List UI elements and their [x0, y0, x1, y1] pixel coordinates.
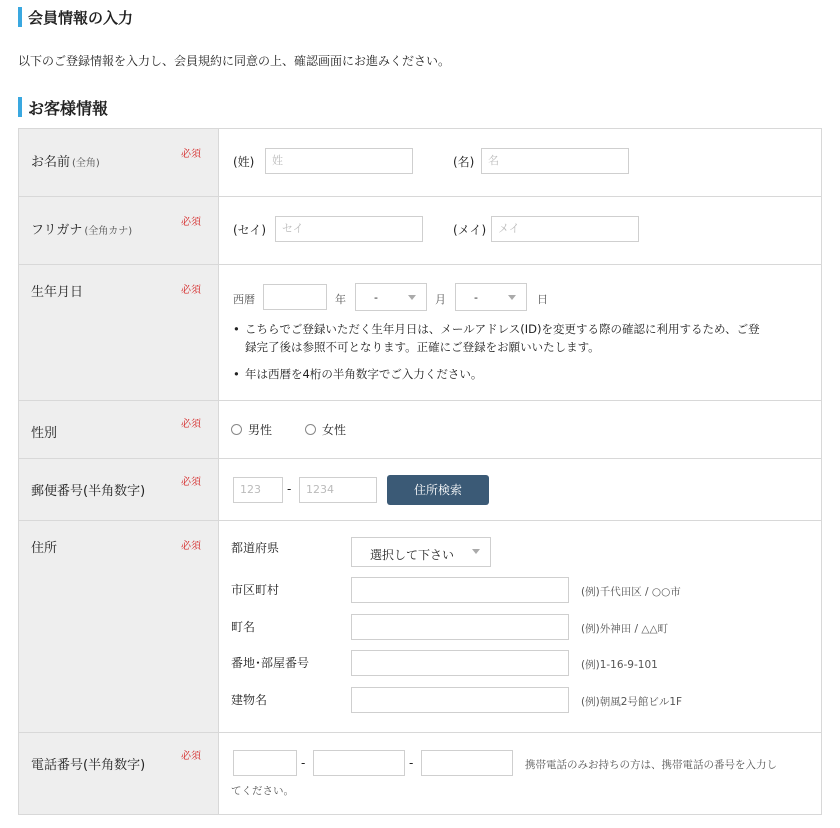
phone-2-input[interactable] — [313, 750, 405, 776]
value-cell — [219, 521, 821, 732]
birth-day-value: - — [474, 291, 478, 304]
value-cell — [219, 401, 821, 458]
phone-label: 電話番号(半角数字) — [31, 758, 146, 773]
era-label: 西暦 — [233, 293, 255, 306]
name-note: (全角) — [72, 158, 100, 169]
postal-separator: - — [287, 482, 292, 496]
mei-label: (名) — [453, 155, 475, 169]
birth-month-value: - — [374, 291, 378, 304]
address-label: 住所 — [31, 541, 58, 556]
customer-form — [18, 128, 822, 815]
month-unit: 月 — [435, 293, 446, 306]
customer-info-title-text: お客様情報 — [28, 98, 109, 118]
postal-code-2-input[interactable]: 1234 — [299, 477, 377, 503]
prefecture-value: 選択して下さい — [370, 548, 455, 562]
row-birthdate — [18, 265, 822, 401]
required-badge: 必須 — [181, 217, 201, 228]
town-example: (例)外神田 / △△町 — [581, 623, 669, 635]
city-label: 市区町村 — [231, 583, 280, 597]
title-accent-bar — [18, 7, 22, 27]
mei-kana-label: (メイ) — [453, 223, 487, 237]
title-accent-bar — [18, 97, 22, 117]
phone-separator-1: - — [301, 756, 306, 770]
address-search-button[interactable]: 住所検索 — [387, 475, 489, 505]
intro-text: 以下のご登録情報を入力し、会員規約に同意の上、確認画面にお進みください。 — [18, 54, 451, 68]
postal-code-1-input[interactable]: 123 — [233, 477, 283, 503]
building-label: 建物名 — [231, 693, 268, 707]
row-phone — [18, 733, 822, 815]
section-title-text: 会員情報の入力 — [28, 8, 134, 27]
phone-1-input[interactable] — [233, 750, 297, 776]
town-input[interactable] — [351, 614, 569, 640]
label-cell — [19, 401, 219, 458]
gender-male-radio[interactable] — [231, 421, 272, 438]
radio-circle-icon — [231, 424, 242, 435]
birth-day-select[interactable] — [455, 283, 527, 311]
value-cell — [219, 733, 821, 814]
gender-male-label: 男性 — [248, 423, 273, 437]
row-name — [18, 129, 822, 197]
phone-3-input[interactable] — [421, 750, 513, 776]
town-label: 町名 — [231, 620, 256, 634]
first-name-kana-input[interactable]: メイ — [491, 216, 639, 242]
number-label: 番地･部屋番号 — [231, 656, 310, 670]
building-example: (例)朝風2号館ビル1F — [581, 696, 683, 708]
postal-label: 郵便番号(半角数字) — [31, 484, 146, 499]
name-label-text: お名前 — [31, 155, 71, 170]
city-example: (例)千代田区 / ○○市 — [581, 586, 681, 598]
customer-info-title — [18, 96, 108, 118]
birth-note-1-line2: 録完了後は参照不可となります。正確にご登録をお願いいたします。 — [245, 340, 600, 354]
birth-note-1-line1: • こちらでご登録いただく生年月日は、メールアドレス(ID)を変更する際の確認に利用するため、ご登 — [245, 322, 760, 336]
chevron-down-icon — [472, 549, 480, 554]
required-badge: 必須 — [181, 285, 201, 296]
birth-label: 生年月日 — [31, 285, 84, 300]
value-cell — [219, 265, 821, 400]
section-title — [18, 6, 133, 28]
label-cell — [19, 197, 219, 264]
label-cell — [19, 129, 219, 196]
value-cell — [219, 197, 821, 264]
sei-kana-label: (セイ) — [233, 223, 267, 237]
label-cell — [19, 521, 219, 732]
kana-label — [31, 219, 132, 238]
row-gender — [18, 401, 822, 459]
required-badge: 必須 — [181, 541, 201, 552]
value-cell — [219, 459, 821, 520]
required-badge: 必須 — [181, 751, 201, 762]
value-cell — [219, 129, 821, 196]
building-input[interactable] — [351, 687, 569, 713]
gender-female-radio[interactable] — [305, 421, 346, 438]
phone-separator-2: - — [409, 756, 414, 770]
required-badge: 必須 — [181, 477, 201, 488]
city-input[interactable] — [351, 577, 569, 603]
address-number-input[interactable] — [351, 650, 569, 676]
prefecture-select[interactable] — [351, 537, 491, 567]
required-badge: 必須 — [181, 419, 201, 430]
label-cell — [19, 733, 219, 814]
chevron-down-icon — [408, 295, 416, 300]
birth-year-input[interactable] — [263, 284, 327, 310]
row-address — [18, 521, 822, 733]
number-example: (例)1-16-9-101 — [581, 659, 658, 671]
chevron-down-icon — [508, 295, 516, 300]
birth-note-2: • 年は西暦を4桁の半角数字でご入力ください。 — [245, 365, 482, 383]
required-badge: 必須 — [181, 149, 201, 160]
phone-note-line2: てください。 — [231, 785, 294, 797]
year-unit: 年 — [335, 293, 346, 306]
label-cell — [19, 265, 219, 400]
row-kana — [18, 197, 822, 265]
sei-label: (姓) — [233, 155, 255, 169]
last-name-kana-input[interactable]: セイ — [275, 216, 423, 242]
birth-month-select[interactable] — [355, 283, 427, 311]
day-unit: 日 — [537, 293, 548, 306]
name-label — [31, 151, 100, 170]
last-name-input[interactable]: 姓 — [265, 148, 413, 174]
gender-label: 性別 — [31, 426, 58, 441]
label-cell — [19, 459, 219, 520]
radio-circle-icon — [305, 424, 316, 435]
phone-note-line1: 携帯電話のみお持ちの方は、携帯電話の番号を入力し — [525, 759, 777, 771]
first-name-input[interactable]: 名 — [481, 148, 629, 174]
kana-label-text: フリガナ — [31, 223, 83, 238]
kana-note: (全角カナ) — [84, 226, 133, 237]
row-postal — [18, 459, 822, 521]
gender-female-label: 女性 — [322, 423, 347, 437]
pref-label: 都道府県 — [231, 541, 280, 555]
birth-note-1 — [245, 320, 760, 356]
